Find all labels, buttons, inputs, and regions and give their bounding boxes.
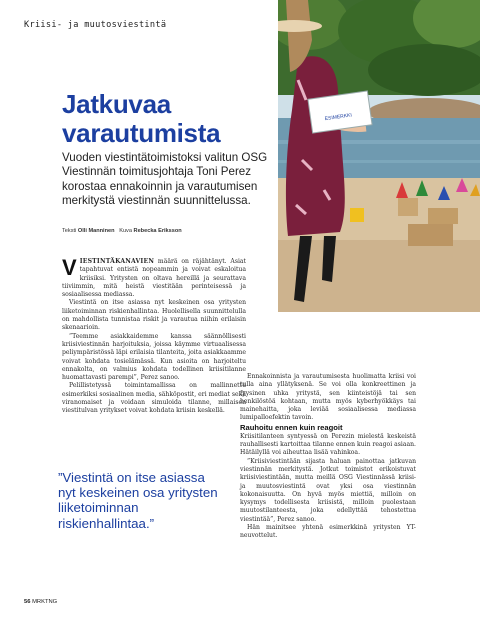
body-paragraph: ”Kriisiviestintään sijasta haluan painottaa jatkuvan viestinnän merkitystä. Jotkut toimistot erikoistuvat kriisiviestintään, mutta meillä OSG Viestinnässä kriisi- ja muutosviestintä ovat yksi osa viestinnän kokonaisuutta. On hyvä myös miettiä, milloin on kysymys todellisesta kriisistä, milloin puolestaan muutostilanteesta, joka edellyttää tehostettua viestintää”, Perez sanoo.	[240, 457, 416, 523]
body-paragraph: Viestintä on itse asiassa nyt keskeinen osa yritysten liiketoiminnan riskienhallintaa. Huolellisella suunnittelulla on mahdollista tunnistaa riskit ja varautua niihin erilaisin skenaarioin.	[62, 299, 246, 332]
magazine-name: MRKTNG	[32, 599, 58, 605]
byline-text-label: Teksti	[62, 228, 77, 234]
page-footer	[24, 599, 57, 605]
article-photo	[278, 0, 480, 312]
title-line-1: Jatkuvaa	[62, 89, 171, 119]
lead-paragraph: Vuoden viestintätoimistoksi valitun OSG Viestinnän toimitusjohtaja Toni Perez korostaa ennakoinnin ja varautumisen merkitystä viestinnän suunnittelussa.	[62, 151, 268, 207]
body-paragraph: ”Teemme asiakkaidemme kanssa säännöllisesti kriisiviestinnän harjoituksia, joissa käymme virtuaalisessa peliympäristössä läpi erilaisia tilanteita, joita asiakkaamme voivat kohdata tosielämässä. Kun asioita on harjoiteltu ennakolta, on valmius kohdata todellinen kriisitilanne huomattavasti parempi”, Perez sanoo.	[62, 332, 246, 382]
title-line-2: varautumista	[62, 118, 221, 148]
lead-in: IESTINTÄKANAVIEN	[79, 258, 155, 265]
byline-text-author: Olli Manninen	[77, 228, 115, 234]
body-paragraph: Pelillistetyssä toimintamallissa on mallinnettu esimerkiksi sosiaalinen media, sähköpostit, eri mediat sekä viranomaiset ja voidaan simuloida tilanne, millaisen viestitulvan yritykset voivat kohdata kriisin keskellä.	[62, 382, 246, 415]
subheading: Rauhoitu ennen kuin reagoit	[240, 422, 343, 432]
body-paragraph: Hän mainitsee yhtenä esimerkkinä yritysten YT-neuvottelut.	[240, 524, 416, 540]
body-column-left	[62, 255, 246, 416]
paragraph-text: määrä on räjähtänyt. Asiat tapahtuvat entistä nopeammin ja voivat eskaloitua kriisiksi. Yritysten on oltava hereillä ja seurattava tiiviimmin, mitä heistä viestitään perinteisessä ja sosiaalisessa mediassa.	[62, 258, 246, 299]
page-number: 56	[24, 599, 31, 605]
drop-cap: V	[62, 255, 77, 280]
article-title	[62, 90, 220, 148]
body-column-right	[240, 373, 416, 541]
body-paragraph	[62, 255, 246, 299]
byline-photo-label: Kuva	[119, 228, 132, 234]
body-paragraph: Ennakoinnista ja varautumisesta huolimatta kriisi voi tulla aina yllätyksenä. Se voi olla konkreettinen ja fyysinen uhka yritystä, sen kiinteistöjä tai sen henkilöstöä kohtaan, mutta myös kyberhyökkäys tai mainehaitta, joka leviää sosiaalisessa mediassa lumipalloefektin tavoin.	[240, 373, 416, 422]
sign-text: ESIMERKKI	[324, 112, 353, 123]
body-paragraph: Kriisitilanteen syntyessä on Perezin mielestä keskeistä rauhallisesti kartoittaa tilanne ennen kuin reagoi asiaan. Hätäilyllä voi aiheuttaa lisää vahinkoa.	[240, 432, 416, 457]
section-label: Kriisi- ja muutosviestintä	[24, 20, 167, 30]
byline	[62, 228, 182, 234]
byline-photo-author: Rebecka Eriksson	[133, 228, 182, 234]
pull-quote: ”Viestintä on itse asiassa nyt keskeinen osa yritysten liiketoiminnan riskienhallintaa.”	[58, 470, 218, 531]
